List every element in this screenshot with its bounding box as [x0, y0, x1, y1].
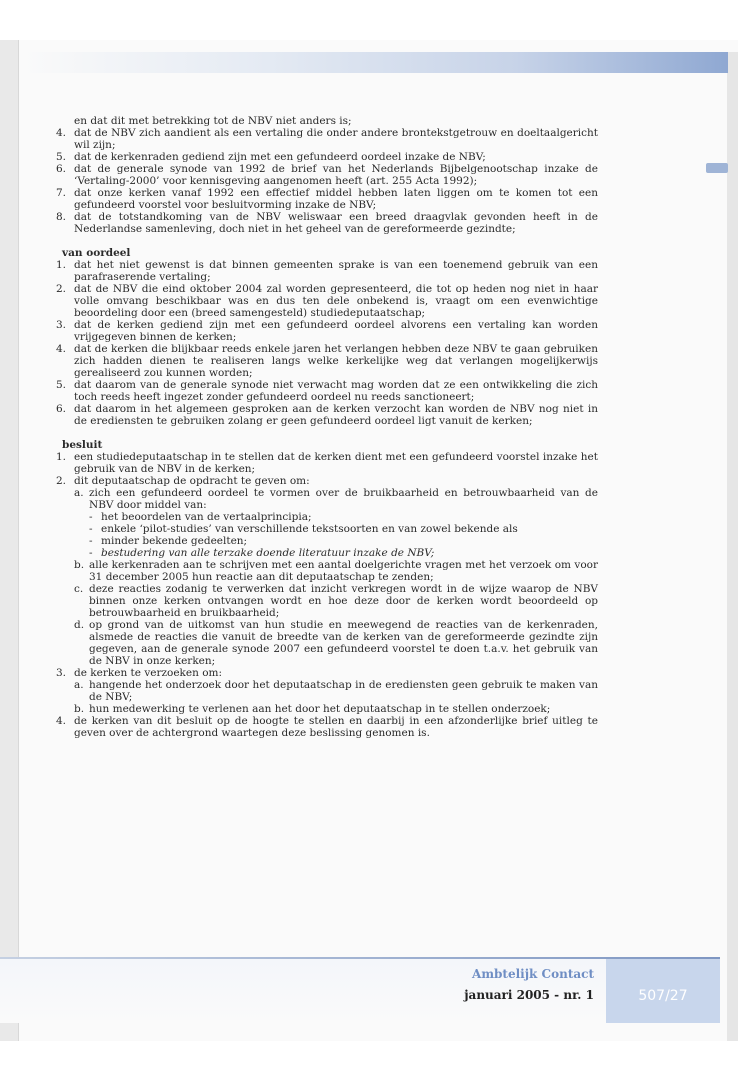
- sub-list-text: alle kerkenraden aan te schrijven met een aantal doelgerichte vragen met het verzoek om voor 31 december 2005 hun reactie aan dit deputaatschap te zenden;: [89, 559, 598, 583]
- dash-text: het beoordelen van de vertaalprincipia;: [101, 511, 312, 523]
- list-item: [56, 715, 598, 739]
- dash-marker: -: [89, 523, 93, 535]
- list-number: 1.: [56, 259, 67, 271]
- list-item: [56, 163, 598, 187]
- list-number: 2.: [56, 475, 67, 487]
- section-heading-oordeel: van oordeel: [62, 247, 131, 259]
- list-item-text: dat de kerkenraden gediend zijn met een gefundeerd oordeel inzake de NBV;: [74, 151, 486, 163]
- edge-tab-marker: [706, 163, 728, 173]
- magazine-title: Ambtelijk Contact: [472, 967, 594, 981]
- sub-list-letter: a.: [74, 679, 84, 691]
- page-number: 507/27: [638, 988, 688, 1004]
- binding-shadow: [0, 40, 18, 1041]
- list-item: [56, 379, 598, 403]
- sub-list-letter: b.: [74, 559, 85, 571]
- list-item-text: dat de totstandkoming van de NBV weliswaar een breed draagvlak gevonden heeft in de Nederlandse samenleving, doch niet in het geheel van de gereformeerde gezindte;: [74, 211, 598, 235]
- sub-list-letter: d.: [74, 619, 85, 631]
- list-item-text: dat de kerken gediend zijn met een gefundeerd oordeel alvorens een vertaling kan worden vrijgegeven binnen de kerken;: [74, 319, 598, 343]
- dash-item: [89, 511, 598, 523]
- sub-list-text: hun medewerking te verlenen aan het door het deputaatschap in te stellen onderzoek;: [89, 703, 551, 715]
- sub-list-text: zich een gefundeerd oordeel te vormen over de bruikbaarheid en betrouwbaarheid van de NBV door middel van:: [89, 487, 598, 511]
- list-number: 1.: [56, 451, 67, 463]
- sub-list-item: [74, 703, 598, 715]
- list-item: [56, 667, 598, 715]
- dash-marker: -: [89, 547, 93, 559]
- issue-label: januari 2005 - nr. 1: [464, 988, 594, 1002]
- list-number: 5.: [56, 151, 67, 163]
- list-item: [56, 283, 598, 319]
- sub-list: [74, 679, 598, 715]
- list-item-text: dat de generale synode van 1992 de brief van het Nederlands Bijbelgenootschap inzake de ‘Vertaling-2000’ voor kennisgeving aangenomen heeft (art. 255 Acta 1992);: [74, 163, 598, 187]
- list-item-text: een studiedeputaatschap in te stellen dat de kerken dient met een gefundeerd voorstel inzake het gebruik van de NBV in de kerken;: [74, 451, 598, 475]
- dash-item: [89, 535, 598, 547]
- list-item: [56, 187, 598, 211]
- list-item-text: dat de NBV die eind oktober 2004 zal worden gepresenteerd, die tot op heden nog niet in haar volle omvang beschikbaar was en dus ten dele onbekend is, vraagt om een evenwichtige beoordeling door een (breed samengesteld) studiedeputaatschap;: [74, 283, 598, 319]
- document-body: [56, 115, 598, 739]
- sub-list-letter: a.: [74, 487, 84, 499]
- bottom-margin: [0, 1041, 738, 1068]
- sub-list-letter: b.: [74, 703, 85, 715]
- list-number: 8.: [56, 211, 67, 223]
- dash-item: [89, 523, 598, 535]
- list-item-text: dat de NBV zich aandient als een vertaling die onder andere brontekstgetrouw en doeltaalgericht wil zijn;: [74, 127, 598, 151]
- dash-marker: -: [89, 535, 93, 547]
- page-edge: [727, 52, 738, 1042]
- list-item-text: dat daarom in het algemeen gesproken aan de kerken verzocht kan worden de NBV nog niet in de erediensten te gebruiken zolang er geen gefundeerd oordeel ligt vanuit de kerken;: [74, 403, 598, 427]
- list-item-text: dat het niet gewenst is dat binnen gemeenten sprake is van een toenemend gebruik van een parafraserende vertaling;: [74, 259, 598, 283]
- list-number: 2.: [56, 283, 67, 295]
- sub-list-text: hangende het onderzoek door het deputaatschap in de erediensten geen gebruik te maken van de NBV;: [89, 679, 598, 703]
- list-item: [56, 259, 598, 283]
- sub-list-text: deze reacties zodanig te verwerken dat inzicht verkregen wordt in de wijze waarop de NBV binnen onze kerken ontvangen wordt en hoe deze door de kerken wordt beoordeeld op betrouwbaarheid en bruikbaarheid;: [89, 583, 598, 619]
- intro-list: [56, 115, 598, 235]
- list-item: [56, 475, 598, 667]
- sub-list-item: [74, 559, 598, 583]
- list-number: 4.: [56, 127, 67, 139]
- dash-text: bestudering van alle terzake doende literatuur inzake de NBV;: [101, 547, 435, 559]
- list-item-text: dit deputaatschap de opdracht te geven om:: [74, 475, 310, 487]
- list-item: [56, 127, 598, 151]
- list-item-text: de kerken te verzoeken om:: [74, 667, 223, 679]
- list-number: 4.: [56, 715, 67, 727]
- sub-list-item: [74, 487, 598, 559]
- dash-text: minder bekende gedeelten;: [101, 535, 248, 547]
- header-gradient-bar: [22, 52, 728, 73]
- list-number: 4.: [56, 343, 67, 355]
- sub-list: [74, 487, 598, 667]
- list-item-text: dat de kerken die blijkbaar reeds enkele jaren het verlangen hebben deze NBV te gaan gebruiken zich hadden dienen te realiseren langs welke kerkelijke weg dat verlangen mogelijkerwijs gerealiseerd zou kunnen worden;: [74, 343, 598, 379]
- list-item-text: dat onze kerken vanaf 1992 een effectief middel hebben laten liggen om te komen tot een gefundeerd voorstel voor besluitvorming inzake de NBV;: [74, 187, 598, 211]
- list-number: 6.: [56, 163, 67, 175]
- list-item: [56, 319, 598, 343]
- list-item: [56, 343, 598, 379]
- list-item: [62, 115, 598, 127]
- sub-list-item: [74, 619, 598, 667]
- sub-list-letter: c.: [74, 583, 84, 595]
- sub-list-item: [74, 583, 598, 619]
- list-number: 3.: [56, 667, 67, 679]
- list-number: 7.: [56, 187, 67, 199]
- top-margin: [0, 0, 738, 40]
- list-item-text: de kerken van dit besluit op de hoogte te stellen en daarbij in een afzonderlijke brief uitleg te geven over de achtergrond waartegen deze beslissing genomen is.: [74, 715, 598, 739]
- list-number: 5.: [56, 379, 67, 391]
- dash-text: enkele ‘pilot-studies’ van verschillende tekstsoorten en van zowel bekende als: [101, 523, 518, 535]
- besluit-list: [56, 451, 598, 739]
- binding-rule: [18, 40, 19, 1041]
- sub-list-text: op grond van de uitkomst van hun studie en meewegend de reacties van de kerkenraden, alsmede de reacties die vanuit de breedte van de kerken van de gereformeerde gezindte zijn gegeven, aan de generale synode 2007 een gefundeerd voorstel te doen t.a.v. het gebruik van de NBV in onze kerken;: [89, 619, 598, 667]
- list-item: [56, 211, 598, 235]
- list-item-text: dat daarom van de generale synode niet verwacht mag worden dat ze een ontwikkeling die zich toch reeds heeft ingezet zonder gefundeerd oordeel nu reeds sanctioneert;: [74, 379, 598, 403]
- oordeel-list: [56, 259, 598, 427]
- section-heading-besluit: besluit: [62, 439, 103, 451]
- dash-marker: -: [89, 511, 93, 523]
- dash-list: [89, 511, 598, 559]
- dash-item: [89, 547, 598, 559]
- list-number: 3.: [56, 319, 67, 331]
- list-item: [56, 451, 598, 475]
- list-number: 6.: [56, 403, 67, 415]
- list-item: [56, 403, 598, 427]
- sub-list-item: [74, 679, 598, 703]
- list-item-text: en dat dit met betrekking tot de NBV niet anders is;: [74, 115, 352, 127]
- list-item: [56, 151, 598, 163]
